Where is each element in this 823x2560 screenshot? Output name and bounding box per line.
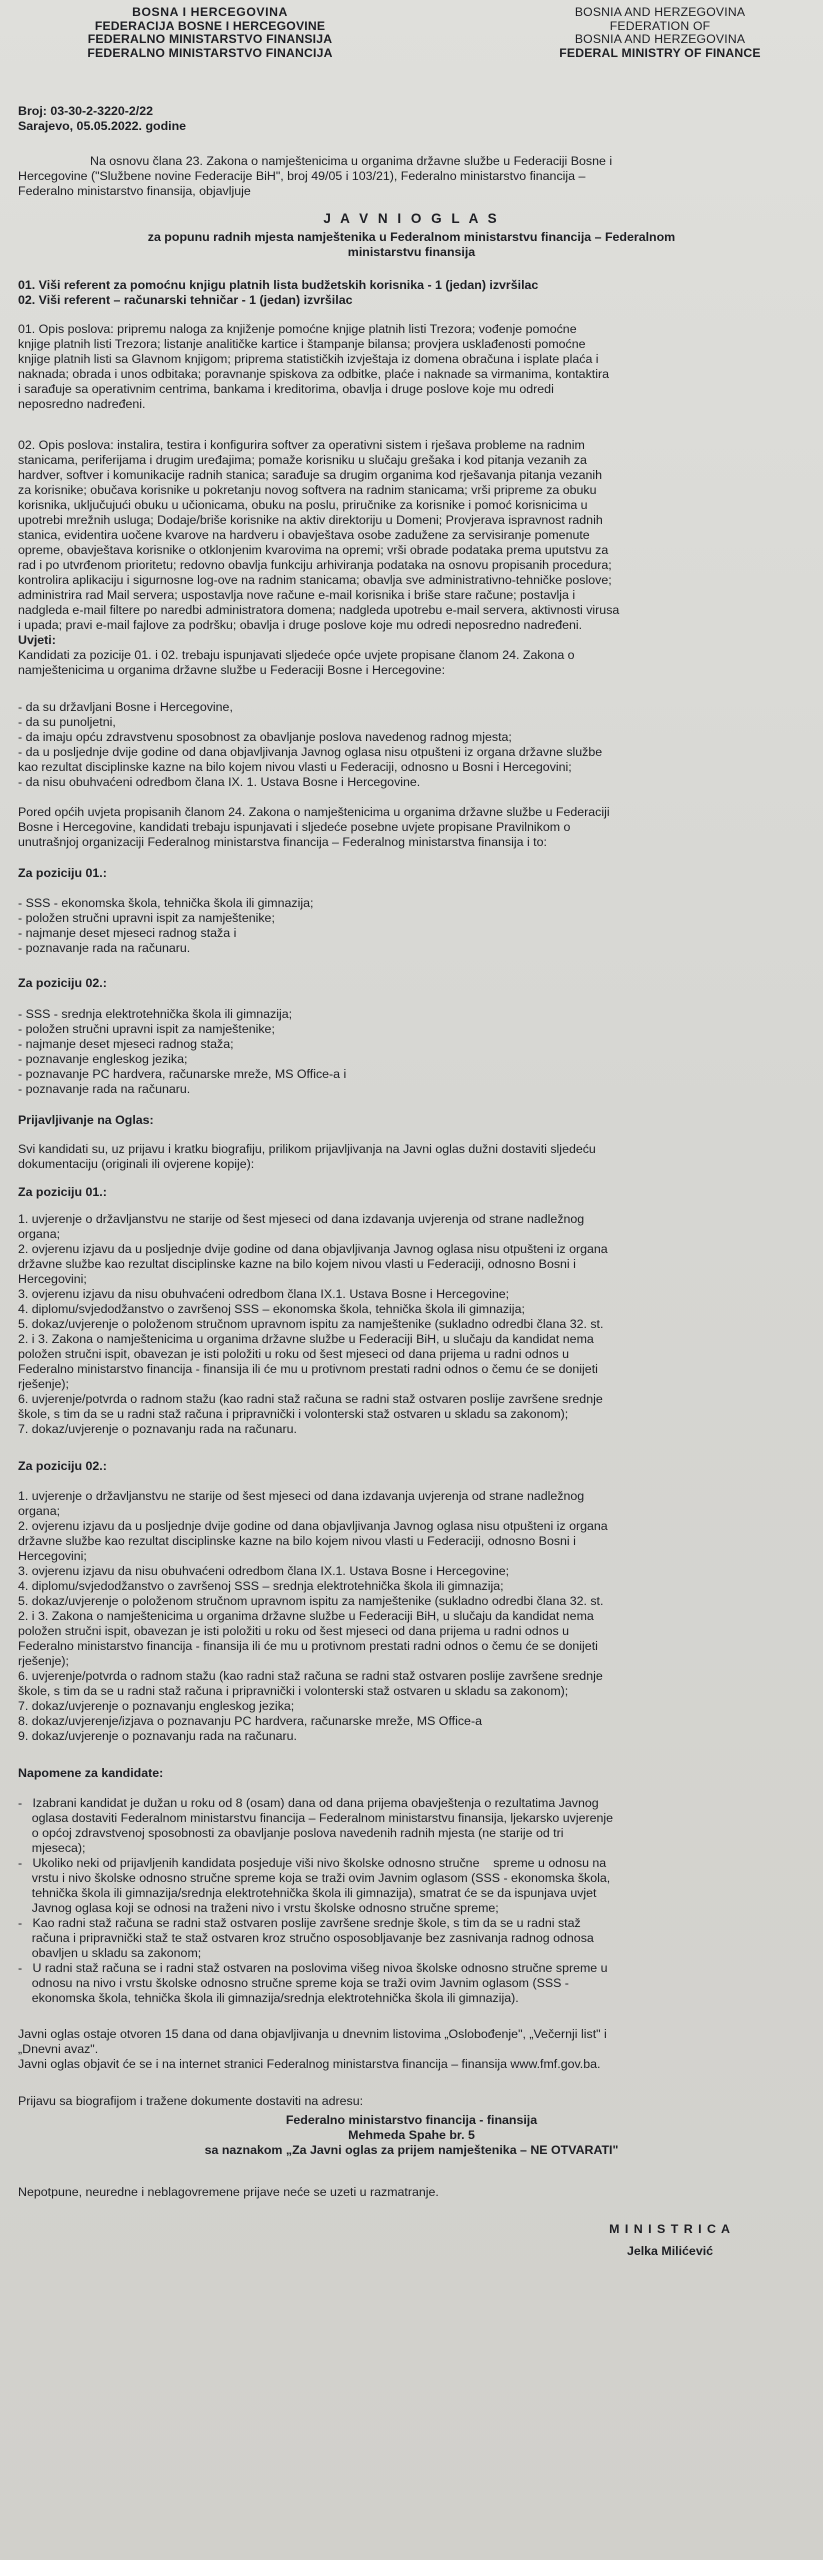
section-heading: Za poziciju 02.: bbox=[18, 1459, 107, 1473]
document-item: 4. diplomu/svjedodžanstvo o završenoj SSS – srednja elektrotehnička škola ili gimnazija; bbox=[18, 1579, 504, 1593]
note-line: - Kao radni staž računa se radni staž ostvaren poslije završene srednje škole, s tim da se u radni staž bbox=[18, 1916, 581, 1930]
document-item: 1. uvjerenje o državljanstvu ne starije od šest mjeseci od dana izdavanja uvjerenja od strane nadležnog bbox=[18, 1212, 585, 1226]
application-intro-line: dokumentaciju (originali ili ovjerene kopije): bbox=[18, 1157, 255, 1171]
document-item: položen stručni ispit, obavezan je isti položiti u roku od šest mjeseci od dana prijema u radni odnos u bbox=[18, 1347, 570, 1361]
section-heading: Uvjeti: bbox=[18, 633, 56, 647]
document-item: državne službe kao rezultat disciplinske kazne na bilo kojem nivou vlasti u Federaciji, odnosno Bosni i bbox=[18, 1257, 576, 1271]
position-item: 02. Viši referent – računarski tehničar - 1 (jedan) izvršilac bbox=[18, 293, 353, 307]
document-item: Hercegovini; bbox=[18, 1549, 87, 1563]
general-condition-item: - da u posljednje dvije godine od dana objavljivanja Javnog oglasa nisu otpušteni iz organa državne službe bbox=[18, 745, 603, 759]
special-conditions-intro: Bosne i Hercegovine, kandidati trebaju ispunjavati i sljedeće posebne uvjete propisane Pravilnikom o bbox=[18, 820, 571, 834]
address-line: Mehmeda Spahe br. 5 bbox=[348, 2128, 475, 2142]
note-line: obavljen u skladu sa zakonom; bbox=[18, 1946, 202, 1960]
job-description-line: upotrebi mrežnih usluga; Dodaje/briše korisnike na aktiv direktoriju u Domeni; Provjerava ispravnost radnih bbox=[18, 513, 603, 527]
note-line: odnosu na nivo i vrstu školske odnosno stručne spreme koja se traži ovim Javnim oglasom (SSS - bbox=[18, 1976, 569, 1990]
document-item: škole, s tim da se u radni staž računa i pripravnički i volonterski staž ostvaren u skladu sa zakonom); bbox=[18, 1684, 569, 1698]
job-description-line: opreme, obavještava korisnike o otklonjenim kvarovima na opremi; vrši obrade podataka prema uputstvu za bbox=[18, 543, 609, 557]
document-item: 5. dokaz/uvjerenje o položenom stručnom upravnom ispitu za namještenike (sukladno odredbi člana 32. st. bbox=[18, 1594, 604, 1608]
general-condition-item: - da su državljani Bosne i Hercegovine, bbox=[18, 700, 233, 714]
submission-intro: Prijavu sa biografijom i tražene dokumente dostaviti na adresu: bbox=[18, 2094, 364, 2108]
signature-title: M I N I S T R I C A bbox=[609, 2222, 731, 2236]
general-condition-item: - da nisu obuhvaćeni odredbom člana IX. 1. Ustava Bosne i Hercegovine. bbox=[18, 775, 421, 789]
job-description-line: administrira rad Mail servera; uspostavlja nove račune e-mail korisnika i briše stare račune; postavlja i bbox=[18, 588, 576, 602]
job-description-line: knjige platnih listi Trezora; listanje analitičke kartice i štampanje bilansa; provjera usklađenosti pomoćne bbox=[18, 337, 586, 351]
letterhead-line: FEDERAL MINISTRY OF FINANCE bbox=[559, 45, 761, 60]
general-condition-item: kao rezultat disciplinske kazne na bilo kojem nivou vlasti u Federaciji, odnosno u Bosni i Hercegovini; bbox=[18, 760, 572, 774]
document-item: 9. dokaz/uvjerenje o poznavanju rada na računaru. bbox=[18, 1729, 297, 1743]
intro-line: Hercegovine ("Službene novine Federacije BiH", broj 49/05 i 103/21), Federalno ministarstvo financija – bbox=[18, 169, 586, 183]
requirement-item: - položen stručni upravni ispit za namještenike; bbox=[18, 911, 275, 925]
job-description-line: naknada; obrada i unos odbitaka; poravnanje spiskova za odbitke, plaće i naknade sa virmanima, kontaktira bbox=[18, 367, 609, 381]
note-line: Javnog oglasa koji se odnosi na traženi nivo i vrstu školske odnosno stručne spreme; bbox=[18, 1901, 499, 1915]
address-line: Federalno ministarstvo financija - finansija bbox=[285, 2113, 538, 2127]
special-conditions-intro: Pored općih uvjeta propisanih članom 24. Zakona o namještenicima u organima državne službe u Federaciji bbox=[18, 805, 610, 819]
job-description-line: 02. Opis poslova: instalira, testira i konfigurira softver za operativni sistem i rješava probleme na radnim bbox=[18, 438, 585, 452]
document-item: rješenje); bbox=[18, 1654, 69, 1668]
document-item: 2. i 3. Zakona o namještenicima u organima državne službe u Federaciji BiH, u slučaju da kandidat nema bbox=[18, 1609, 594, 1623]
document-item: 5. dokaz/uvjerenje o položenom stručnom upravnom ispitu za namještenike (sukladno odredbi člana 32. st. bbox=[18, 1317, 604, 1331]
section-heading: Prijavljivanje na Oglas: bbox=[18, 1113, 154, 1127]
document-item: položen stručni ispit, obavezan je isti položiti u roku od šest mjeseci od dana prijema u radni odnos u bbox=[18, 1624, 570, 1638]
letterhead-right bbox=[540, 6, 780, 60]
section-heading: Napomene za kandidate: bbox=[18, 1766, 164, 1780]
letterhead-left bbox=[40, 6, 380, 60]
document-item: državne službe kao rezultat disciplinske kazne na bilo kojem nivou vlasti u Federaciji, odnosno Bosni i bbox=[18, 1534, 576, 1548]
letterhead-line: FEDERALNO MINISTARSTVO FINANSIJA bbox=[87, 32, 333, 47]
signature-name: Jelka Milićević bbox=[626, 2244, 714, 2258]
requirement-item: - poznavanje rada na računaru. bbox=[18, 941, 191, 955]
document-item: organa; bbox=[18, 1227, 61, 1241]
document-item: 2. ovjerenu izjavu da u posljednje dvije godine od dana objavljivanja Javnog oglasa nisu otpušteni iz organa bbox=[18, 1519, 608, 1533]
job-description-line: i sarađuje sa operativnim centrima, bankama i kreditorima, obavlja i druge poslove koje mu odredi bbox=[18, 382, 554, 396]
letterhead-line: BOSNA I HERCEGOVINA bbox=[132, 5, 288, 19]
letterhead-line: BOSNIA AND HERZEGOVINA bbox=[574, 32, 746, 47]
job-description-line: stanicama, periferijama i drugim uređajima; pomaže korisniku u slučaju grešaka i kod pitanja vezanih za bbox=[18, 453, 587, 467]
document-item: 7. dokaz/uvjerenje o poznavanju rada na računaru. bbox=[18, 1422, 297, 1436]
reference-number: Broj: 03-30-2-3220-2/22 bbox=[18, 104, 153, 118]
job-description-line: stanica, evidentira uočene kvarove na hardveru i obavještava osobe zadužene za servisiranje pomenute bbox=[18, 528, 590, 542]
note-line: ekonomska škola, tehnička škola ili gimnazija/srednja elektrotehnička škola ili gimnazija). bbox=[18, 1991, 519, 2005]
section-heading: Za poziciju 01.: bbox=[18, 866, 107, 880]
requirement-item: - položen stručni upravni ispit za namještenike; bbox=[18, 1022, 275, 1036]
job-description-line: nadgleda e-mail filtere po naredbi administratora domena; nadgleda upotrebu e-mail servera, aktivnosti virusa bbox=[18, 603, 620, 617]
general-condition-item: - da imaju opću zdravstvenu sposobnost za obavljanje poslova navedenog radnog mjesta; bbox=[18, 730, 512, 744]
requirement-item: - najmanje deset mjeseci radnog staža i bbox=[18, 926, 237, 940]
letterhead-line: BOSNIA AND HERZEGOVINA bbox=[574, 5, 746, 19]
job-description-line: kontrolira aplikaciju i sigurnosne log-ove na radnim stanicama; obavlja sve administrativno-tehničke poslove; bbox=[18, 573, 612, 587]
document-item: 8. dokaz/uvjerenje/izjava o poznavanju PC hardvera, računarske mreže, MS Office-a bbox=[18, 1714, 482, 1728]
letterhead-line: FEDERACIJA BOSNE I HERCEGOVINE bbox=[94, 18, 326, 33]
job-description-line: za korisnike; obučava korisnike u pokretanju novog softvera na radnim stanicama; vrši pripreme za obuku bbox=[18, 483, 597, 497]
note-line: o općoj zdravstvenoj sposobnosti za obavljanje poslova navedenih radnih mjesta (ne starije od tri bbox=[18, 1826, 564, 1840]
incomplete-applications-note: Nepotpune, neuredne i neblagovremene prijave neće se uzeti u razmatranje. bbox=[18, 2185, 439, 2199]
intro-line: Na osnovu člana 23. Zakona o namještenicima u organima državne službe u Federaciji Bosne i bbox=[90, 154, 613, 168]
document-item: organa; bbox=[18, 1504, 61, 1518]
document-item: Federalno ministarstvo financija - finansija ili će mu u protivnom prestati radni odnos o čemu će se donijeti bbox=[18, 1639, 598, 1653]
document-date: Sarajevo, 05.05.2022. godine bbox=[18, 119, 187, 133]
job-description-line: neposredno nadređeni. bbox=[18, 397, 146, 411]
requirement-item: - poznavanje PC hardvera, računarske mreže, MS Office-a i bbox=[18, 1067, 347, 1081]
publication-line: „Dnevni avaz". bbox=[18, 2042, 99, 2056]
job-description-line: hardver, softver i komunikacije radnih stanica; sarađuje sa drugim organima kod rješavanja pitanja vezanih bbox=[18, 468, 603, 482]
requirement-item: - poznavanje rada na računaru. bbox=[18, 1082, 191, 1096]
note-line: oglasa dostaviti Federalnom ministarstvu financija – Federalnom ministarstvu finansija, ljekarsko uvjerenje bbox=[18, 1811, 614, 1825]
note-line: - U radni staž računa se i radni staž ostvaren na poslovima višeg nivoa školske odnosno stručne spreme u bbox=[18, 1961, 608, 1975]
document-title: J A V N I O G L A S bbox=[323, 211, 500, 226]
document-item: 6. uvjerenje/potvrda o radnom stažu (kao radni staž računa se radni staž ostvaren poslije završene srednje bbox=[18, 1669, 603, 1683]
document-item: 3. ovjerenu izjavu da nisu obuhvaćeni odredbom člana IX.1. Ustava Bosne i Hercegovine; bbox=[18, 1287, 510, 1301]
intro-line: Federalno ministarstvo finansija, objavljuje bbox=[18, 184, 251, 198]
note-line: mjeseca); bbox=[18, 1841, 86, 1855]
general-condition-item: - da su punoljetni, bbox=[18, 715, 116, 729]
document-item: 7. dokaz/uvjerenje o poznavanju engleskog jezika; bbox=[18, 1699, 295, 1713]
note-line: - Izabrani kandidat je dužan u roku od 8 (osam) dana od dana prijema obavještenja o rezultatima Javnog bbox=[18, 1796, 599, 1810]
note-line: - Ukoliko neki od prijavljenih kandidata posjeduje viši nivo školske odnosno stručne spreme u odnosu na bbox=[18, 1856, 607, 1870]
letterhead-line: FEDERALNO MINISTARSTVO FINANCIJA bbox=[87, 45, 333, 60]
document-subtitle: za popunu radnih mjesta namještenika u Federalnom ministarstvu financija – Federalnom bbox=[147, 230, 676, 244]
document-item: Hercegovini; bbox=[18, 1272, 87, 1286]
job-description-line: korisnika, uključujući obuku u učionicama, obuku na poslu, priručnike za korisnike i pomoć korisnicima u bbox=[18, 498, 588, 512]
document-item: Federalno ministarstvo financija - finansija ili će mu u protivnom prestati radni odnos o čemu će se donijeti bbox=[18, 1362, 598, 1376]
document-item: 2. i 3. Zakona o namještenicima u organima državne službe u Federaciji BiH, u slučaju da kandidat nema bbox=[18, 1332, 594, 1346]
section-heading: Za poziciju 01.: bbox=[18, 1185, 107, 1199]
position-item: 01. Viši referent za pomoćnu knjigu platnih lista budžetskih korisnika - 1 (jedan) izvršilac bbox=[18, 278, 539, 292]
note-line: vrstu i nivo školske odnosno stručne spreme koja se traži ovim Javnim oglasom (SSS - ekonomska škola, bbox=[18, 1871, 611, 1885]
application-intro-line: Svi kandidati su, uz prijavu i kratku biografiju, prilikom prijavljivanja na Javni oglas dužni dostaviti sljedeću bbox=[18, 1142, 596, 1156]
requirement-item: - poznavanje engleskog jezika; bbox=[18, 1052, 188, 1066]
special-conditions-intro: unutrašnjoj organizaciji Federalnog ministarstva financija – Federalnog ministarstva finansija i to: bbox=[18, 835, 547, 849]
requirement-item: - SSS - srednja elektrotehnička škola ili gimnazija; bbox=[18, 1007, 293, 1021]
section-heading: Za poziciju 02.: bbox=[18, 976, 107, 990]
document-item: 6. uvjerenje/potvrda o radnom stažu (kao radni staž računa se radni staž ostvaren poslije završene srednje bbox=[18, 1392, 603, 1406]
document-item: 4. diplomu/svjedodžanstvo o završenoj SSS – ekonomska škola, tehnička škola ili gimnazija; bbox=[18, 1302, 525, 1316]
address-line: sa naznakom „Za Javni oglas za prijem namještenika – NE OTVARATI" bbox=[204, 2143, 619, 2157]
requirement-item: - SSS - ekonomska škola, tehnička škola ili gimnazija; bbox=[18, 896, 314, 910]
note-line: tehnička škola ili gimnazija/srednja elektrotehnička škola ili gimnazija), smatrat će se da ispunjava uvjet bbox=[18, 1886, 597, 1900]
letterhead-line: FEDERATION OF bbox=[609, 18, 711, 33]
document-item: 3. ovjerenu izjavu da nisu obuhvaćeni odredbom člana IX.1. Ustava Bosne i Hercegovine; bbox=[18, 1564, 510, 1578]
job-description-line: knjige platnih listi sa Glavnom knjigom; priprema statističkih izvještaja iz domena obračuna i isplate plaća i bbox=[18, 352, 599, 366]
document-item: 1. uvjerenje o državljanstvu ne starije od šest mjeseci od dana izdavanja uvjerenja od strane nadležnog bbox=[18, 1489, 585, 1503]
conditions-intro-line: namještenicima u organima državne službe u Federaciji Bosne i Hercegovine: bbox=[18, 663, 446, 677]
document-subtitle: ministarstvu finansija bbox=[347, 245, 476, 259]
document-item: škole, s tim da se u radni staž računa i pripravnički i volonterski staž ostvaren u skladu sa zakonom); bbox=[18, 1407, 569, 1421]
job-description-line: 01. Opis poslova: pripremu naloga za knjiženje pomoćne knjige platnih listi Trezora; vođenje pomoćne bbox=[18, 322, 577, 336]
publication-line: Javni oglas ostaje otvoren 15 dana od dana objavljivanja u dnevnim listovima „Oslobođenje", „Večernji list" i bbox=[18, 2027, 607, 2041]
document-item: 2. ovjerenu izjavu da u posljednje dvije godine od dana objavljivanja Javnog oglasa nisu otpušteni iz organa bbox=[18, 1242, 608, 1256]
conditions-intro-line: Kandidati za pozicije 01. i 02. trebaju ispunjavati sljedeće opće uvjete propisane članom 24. Zakona o bbox=[18, 648, 575, 662]
publication-line: Javni oglas objavit će se i na internet stranici Federalnog ministarstva financija – finansija www.fmf.gov.ba. bbox=[18, 2057, 601, 2071]
document-item: rješenje); bbox=[18, 1377, 69, 1391]
note-line: računa i pripravnički staž te staž ostvaren kroz stručno osposobljavanje bez zasnivanja radnog odnosa bbox=[18, 1931, 594, 1945]
requirement-item: - najmanje deset mjeseci radnog staža; bbox=[18, 1037, 234, 1051]
job-description-line: i upada; pravi e-mail fajlove za podršku; obavlja i druge poslove koje mu odredi neposredno nadređeni. bbox=[18, 618, 583, 632]
job-description-line: rad i po utvrđenom prioritetu; redovno obavlja funkciju arhiviranja podataka na osnovu propisanih procedura; bbox=[18, 558, 612, 572]
